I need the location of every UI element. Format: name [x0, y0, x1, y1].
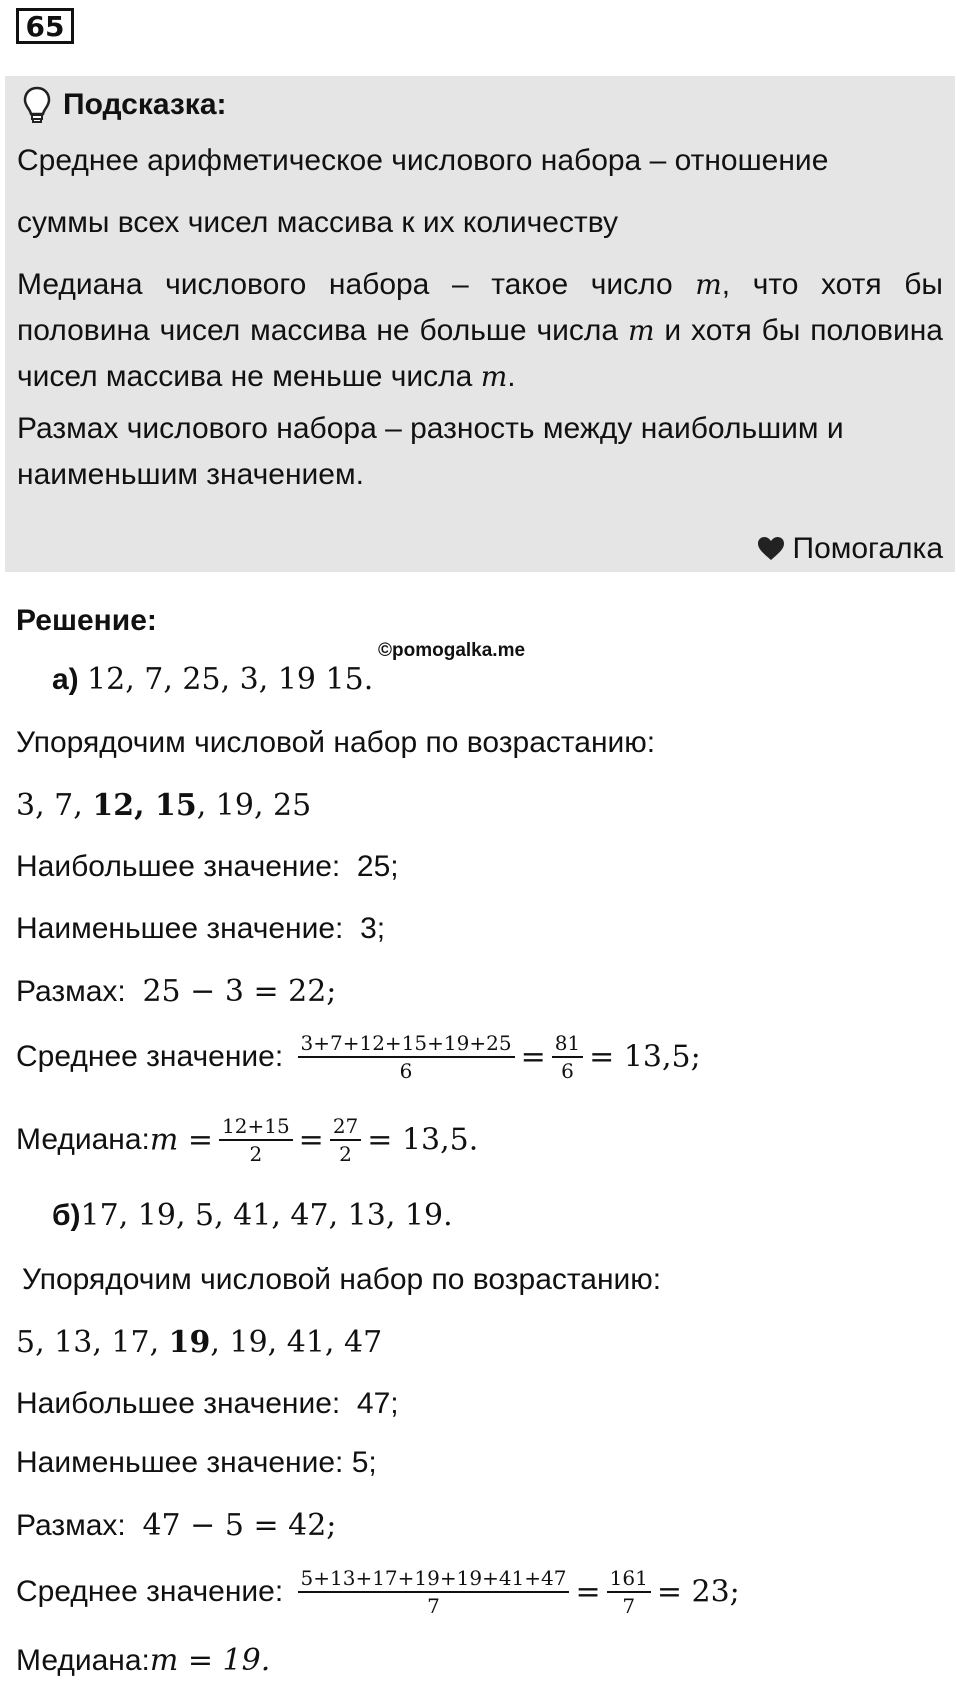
solution-title: Решение:: [16, 604, 157, 637]
part-b-sorted-end: , 19, 41, 47: [210, 1325, 383, 1360]
hint-median-text-d: .: [507, 360, 516, 393]
part-a-mean-label: Среднее значение:: [16, 1040, 284, 1073]
part-b-sorted-start: 5, 13, 17,: [16, 1325, 160, 1360]
part-b-mean-fraction-simplified: [607, 1565, 651, 1619]
part-a-sorted: [16, 788, 311, 823]
hint-box: [5, 76, 955, 572]
hint-median-text-c: и хотя бы половина чисел массива не меньше числа: [17, 314, 943, 393]
watermark: ©pomogalka.me: [378, 640, 526, 661]
part-a-max: [16, 850, 399, 884]
equals-sign: =: [298, 1122, 324, 1158]
part-a-max-value: 25;: [356, 850, 399, 883]
part-b-max-label: Наибольшее значение:: [16, 1387, 341, 1420]
part-a-sorted-middle: 12, 15: [92, 788, 197, 823]
part-a-range: [16, 974, 336, 1009]
hint-paragraph-mean-2: суммы всех чисел массива к их количеству: [17, 206, 619, 239]
part-b-range: [16, 1508, 336, 1543]
hint-m-var: m: [627, 314, 655, 347]
part-a-median: [16, 1113, 478, 1167]
part-a-median-result: = 13,5.: [367, 1122, 479, 1158]
part-a-sorted-end: , 19, 25: [196, 788, 312, 823]
equals-sign: =: [520, 1039, 546, 1075]
brand: [757, 532, 944, 566]
part-b-median-expr: m = 19.: [149, 1643, 271, 1678]
fraction-denominator: 2: [249, 1142, 263, 1166]
part-a-median-fraction-simplified: [330, 1113, 361, 1167]
part-a-mean: [16, 1030, 701, 1084]
fraction-numerator: 81: [552, 1030, 583, 1058]
part-a-median-fraction: [219, 1113, 293, 1167]
part-a-median-var: m =: [149, 1122, 214, 1158]
part-a-sorted-start: 3, 7,: [16, 788, 83, 823]
hint-paragraph-median: [17, 262, 943, 400]
part-a-mean-fraction-simplified: [552, 1030, 583, 1084]
fraction-numerator: 27: [330, 1113, 361, 1141]
fraction-denominator: 7: [427, 1594, 440, 1618]
part-a-median-label: Медиана:: [16, 1123, 150, 1156]
fraction-denominator: 7: [622, 1594, 636, 1618]
part-b-range-expr: 47 − 5 = 42;: [142, 1508, 337, 1543]
hint-median-text-b: , что хотя бы половина чисел массива не больше числа: [17, 268, 943, 347]
part-a-range-label: Размах:: [16, 975, 126, 1008]
fraction-numerator: 3+7+12+15+19+25: [298, 1030, 515, 1058]
part-b-range-label: Размах:: [16, 1509, 126, 1542]
hint-paragraph-range: Размах числового набора – разность между наибольшим и наименьшим значением.: [17, 412, 844, 491]
part-b-mean: [16, 1565, 740, 1619]
part-b-median: [16, 1643, 270, 1678]
hint-title-text: Подсказка:: [63, 88, 227, 121]
part-b-mean-result: = 23;: [656, 1574, 740, 1610]
hint-m-var: m: [480, 360, 508, 393]
part-b-sorted-middle: 19: [168, 1325, 211, 1360]
part-b-order-text: Упорядочим числовой набор по возрастанию:: [22, 1263, 662, 1296]
part-b-min: [16, 1446, 377, 1480]
fraction-denominator: 2: [339, 1142, 352, 1166]
part-a-max-label: Наибольшее значение:: [16, 850, 341, 883]
hint-median-text-a: Медиана числового набора – такое число: [17, 268, 673, 301]
task-number: 65: [16, 8, 74, 44]
heart-icon: [757, 536, 785, 562]
part-a-min-value: 3;: [360, 912, 386, 945]
part-b-min-label: Наименьшее значение:: [16, 1446, 344, 1479]
part-a-label: а): [52, 663, 79, 696]
fraction-denominator: 6: [399, 1059, 413, 1083]
fraction-numerator: 12+15: [219, 1113, 293, 1141]
hint-title: [23, 86, 227, 124]
fraction-numerator: 161: [607, 1565, 651, 1593]
part-b-max: [16, 1387, 399, 1421]
part-b-max-value: 47;: [356, 1387, 399, 1420]
equals-sign: =: [575, 1574, 601, 1610]
part-b-sorted: [16, 1325, 382, 1360]
lightbulb-icon: [23, 86, 51, 124]
part-b-median-label: Медиана:: [16, 1644, 150, 1677]
fraction-denominator: 6: [561, 1059, 574, 1083]
part-a-min-label: Наименьшее значение:: [16, 912, 344, 945]
part-b-set: 17, 19, 5, 41, 47, 13, 19.: [80, 1198, 453, 1233]
hint-paragraph-mean-1: Среднее арифметическое числового набора – отношение: [17, 144, 829, 177]
part-b-header: [52, 1198, 453, 1233]
part-b-label: б): [52, 1199, 81, 1232]
part-b-min-value: 5;: [351, 1446, 377, 1479]
fraction-numerator: 5+13+17+19+19+41+47: [298, 1565, 570, 1593]
part-a-range-expr: 25 − 3 = 22;: [142, 974, 337, 1009]
part-a-order-text: Упорядочим числовой набор по возрастанию:: [16, 726, 656, 759]
part-a-mean-result: = 13,5;: [589, 1039, 701, 1075]
part-a-set: 12, 7, 25, 3, 19 15.: [87, 662, 374, 697]
part-a-mean-fraction: [298, 1030, 515, 1084]
part-b-mean-fraction: [298, 1565, 570, 1619]
part-a-min: [16, 912, 385, 946]
hint-m-var: m: [695, 268, 722, 301]
brand-name: Помогалка: [792, 532, 943, 565]
part-a-header: [52, 662, 373, 697]
part-b-mean-label: Среднее значение:: [16, 1575, 284, 1608]
